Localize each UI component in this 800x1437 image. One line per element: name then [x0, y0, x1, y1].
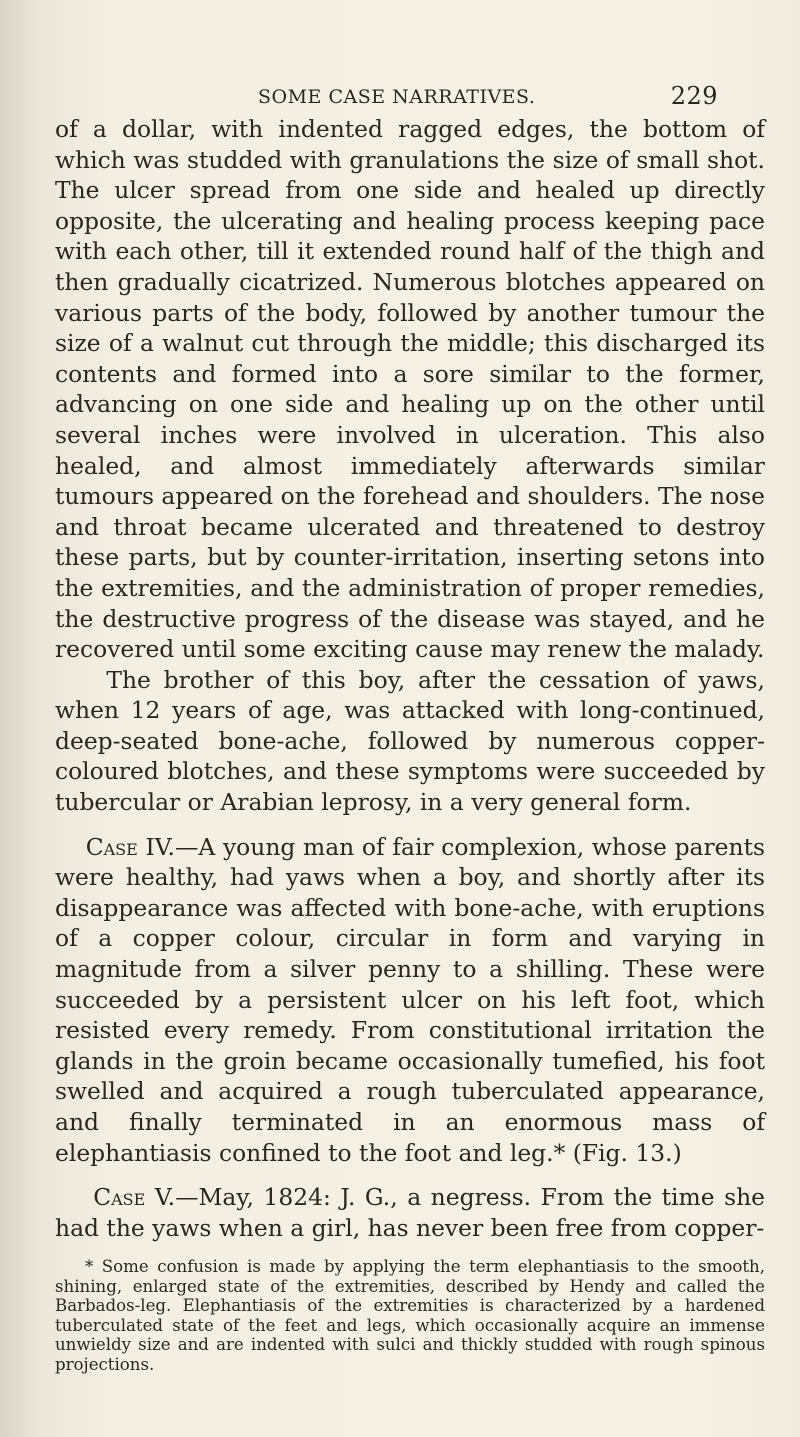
- page-number: 229: [670, 82, 718, 110]
- footnote: [55, 1257, 765, 1375]
- paragraph: [55, 114, 765, 665]
- case-paragraph: [55, 1182, 765, 1243]
- paragraph-text: —May, 1824: J. G., a negress. From the time she had the yaws when a girl, has never been free from copper-: [55, 1183, 765, 1242]
- case-label: Case V.: [93, 1183, 176, 1212]
- body-text: [55, 114, 765, 1243]
- paragraph-text: The brother of this boy, after the cessation of yaws, when 12 years of age, was attacked with long-continued, deep-seated bone-ache, followed by numerous copper-coloured blotches, and these symptoms were succeeded by tubercular or Arabian leprosy, in a very general form.: [55, 665, 765, 817]
- running-head: SOME CASE NARRATIVES.: [258, 86, 536, 108]
- case-paragraph: [55, 832, 765, 1169]
- paragraph: [55, 665, 765, 818]
- case-label: Case IV.: [85, 832, 175, 861]
- page-header: [258, 82, 718, 112]
- footnote-text: * Some confusion is made by applying the term elephantiasis to the smooth, shining, enlarged state of the extremities, described by Hendy and called the Barbados-leg. Elephantiasis of the extremities is characterized by a hardened tuberculated state of the feet and legs, which occasionally acquire an immense unwieldy size and are indented with sulci and thickly studded with rough spinous projections.: [55, 1257, 765, 1374]
- paragraph-text: of a dollar, with indented ragged edges, the bottom of which was studded with granulations the size of small shot. The ulcer spread from one side and healed up directly opposite, the ulcerating and healing process keeping pace with each other, till it extended round half of the thigh and then gradually cicatrized. Numerous blotches appeared on various parts of the body, followed by another tumour the size of a walnut cut through the middle; this discharged its contents and formed into a sore similar to the former, advancing on one side and healing up on the other until several inches were involved in ulceration. This also healed, and almost immediately afterwards similar tumours appeared on the forehead and shoulders. The nose and throat became ulcerated and threatened to destroy these parts, but by counter-irritation, inserting setons into the extremities, and the administration of proper remedies, the destructive progress of the disease was stayed, and he recovered until some exciting cause may renew the malady.: [55, 115, 765, 664]
- paragraph-text: —A young man of fair complexion, whose parents were healthy, had yaws when a boy, and shortly after its disappearance was affected with bone-ache, with eruptions of a copper colour, circular in form and varying in magnitude from a silver penny to a shilling. These were succeeded by a persistent ulcer on his left foot, which resisted every remedy. From constitutional irritation the glands in the groin became occasionally tumefied, his foot swelled and acquired a rough tuberculated appearance, and finally terminated in an enormous mass of elephantiasis confined to the foot and leg.* (Fig. 13.): [55, 832, 765, 1167]
